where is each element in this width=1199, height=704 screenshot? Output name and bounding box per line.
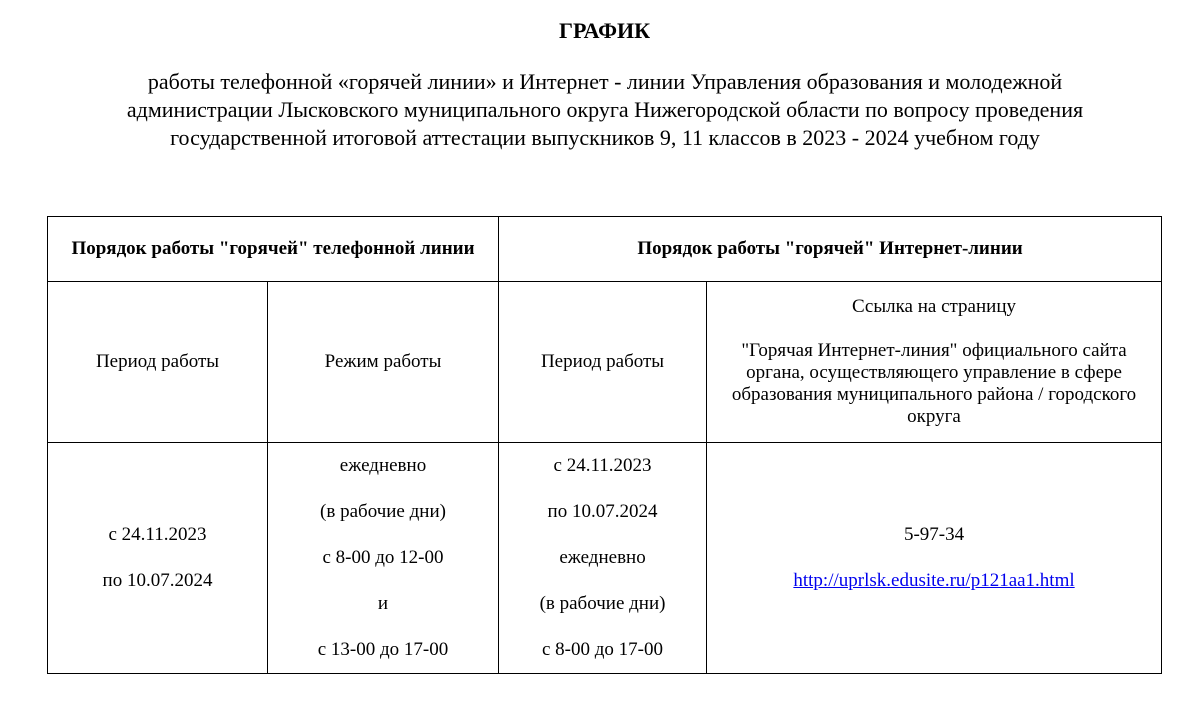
link-header (707, 282, 1162, 443)
link-header-description: "Горячая Интернет-линия" официального сайта органа, осуществляющего управление в сфере образования муниципального района / городского округа (731, 340, 1137, 427)
phone-mode-line: (в рабочие дни) (320, 501, 446, 522)
phone-mode-header: Режим работы (268, 282, 499, 443)
table-column-header-row (48, 282, 1162, 443)
phone-period-start: с 24.11.2023 (108, 524, 207, 545)
page-title: ГРАФИК (558, 18, 651, 43)
phone-line-group-header: Порядок работы "горячей" телефонной линии (48, 217, 499, 282)
phone-mode-cell (268, 443, 499, 674)
internet-period-line: с 8-00 до 17-00 (542, 639, 664, 660)
phone-number: 5-97-34 (903, 524, 965, 545)
subtitle-line: работы телефонной «горячей линии» и Интернет - линии Управления образования и молодежной (147, 69, 1063, 94)
internet-period-cell (499, 443, 707, 674)
phone-mode-line: и (377, 593, 389, 614)
phone-period-cell (48, 443, 268, 674)
internet-period-line: (в рабочие дни) (539, 593, 666, 614)
subtitle-line: государственной итоговой аттестации выпускников 9, 11 классов в 2023 - 2024 учебном году (170, 125, 1040, 150)
internet-period-line: ежедневно (559, 547, 646, 568)
internet-period-line: по 10.07.2024 (547, 501, 658, 522)
phone-mode-line: с 13-00 до 17-00 (317, 639, 449, 660)
table-row (48, 443, 1162, 674)
internet-period-header: Период работы (499, 282, 707, 443)
internet-line-group-header: Порядок работы "горячей" Интернет-линии (499, 217, 1162, 282)
hotline-site-link[interactable]: http://uprlsk.edusite.ru/p121aa1.html (793, 570, 1075, 591)
schedule-table (47, 216, 1162, 674)
subtitle-line: администрации Лысковского муниципального округа Нижегородской области по вопросу проведения (126, 97, 1084, 122)
internet-period-line: с 24.11.2023 (553, 455, 652, 476)
phone-mode-line: с 8-00 до 12-00 (322, 547, 444, 568)
phone-period-end: по 10.07.2024 (102, 570, 213, 591)
page-subtitle (60, 68, 1150, 152)
link-cell (707, 443, 1162, 674)
table-group-header-row (48, 217, 1162, 282)
phone-period-header: Период работы (48, 282, 268, 443)
phone-mode-line: ежедневно (339, 455, 427, 476)
link-header-title: Ссылка на страницу (852, 296, 1016, 317)
